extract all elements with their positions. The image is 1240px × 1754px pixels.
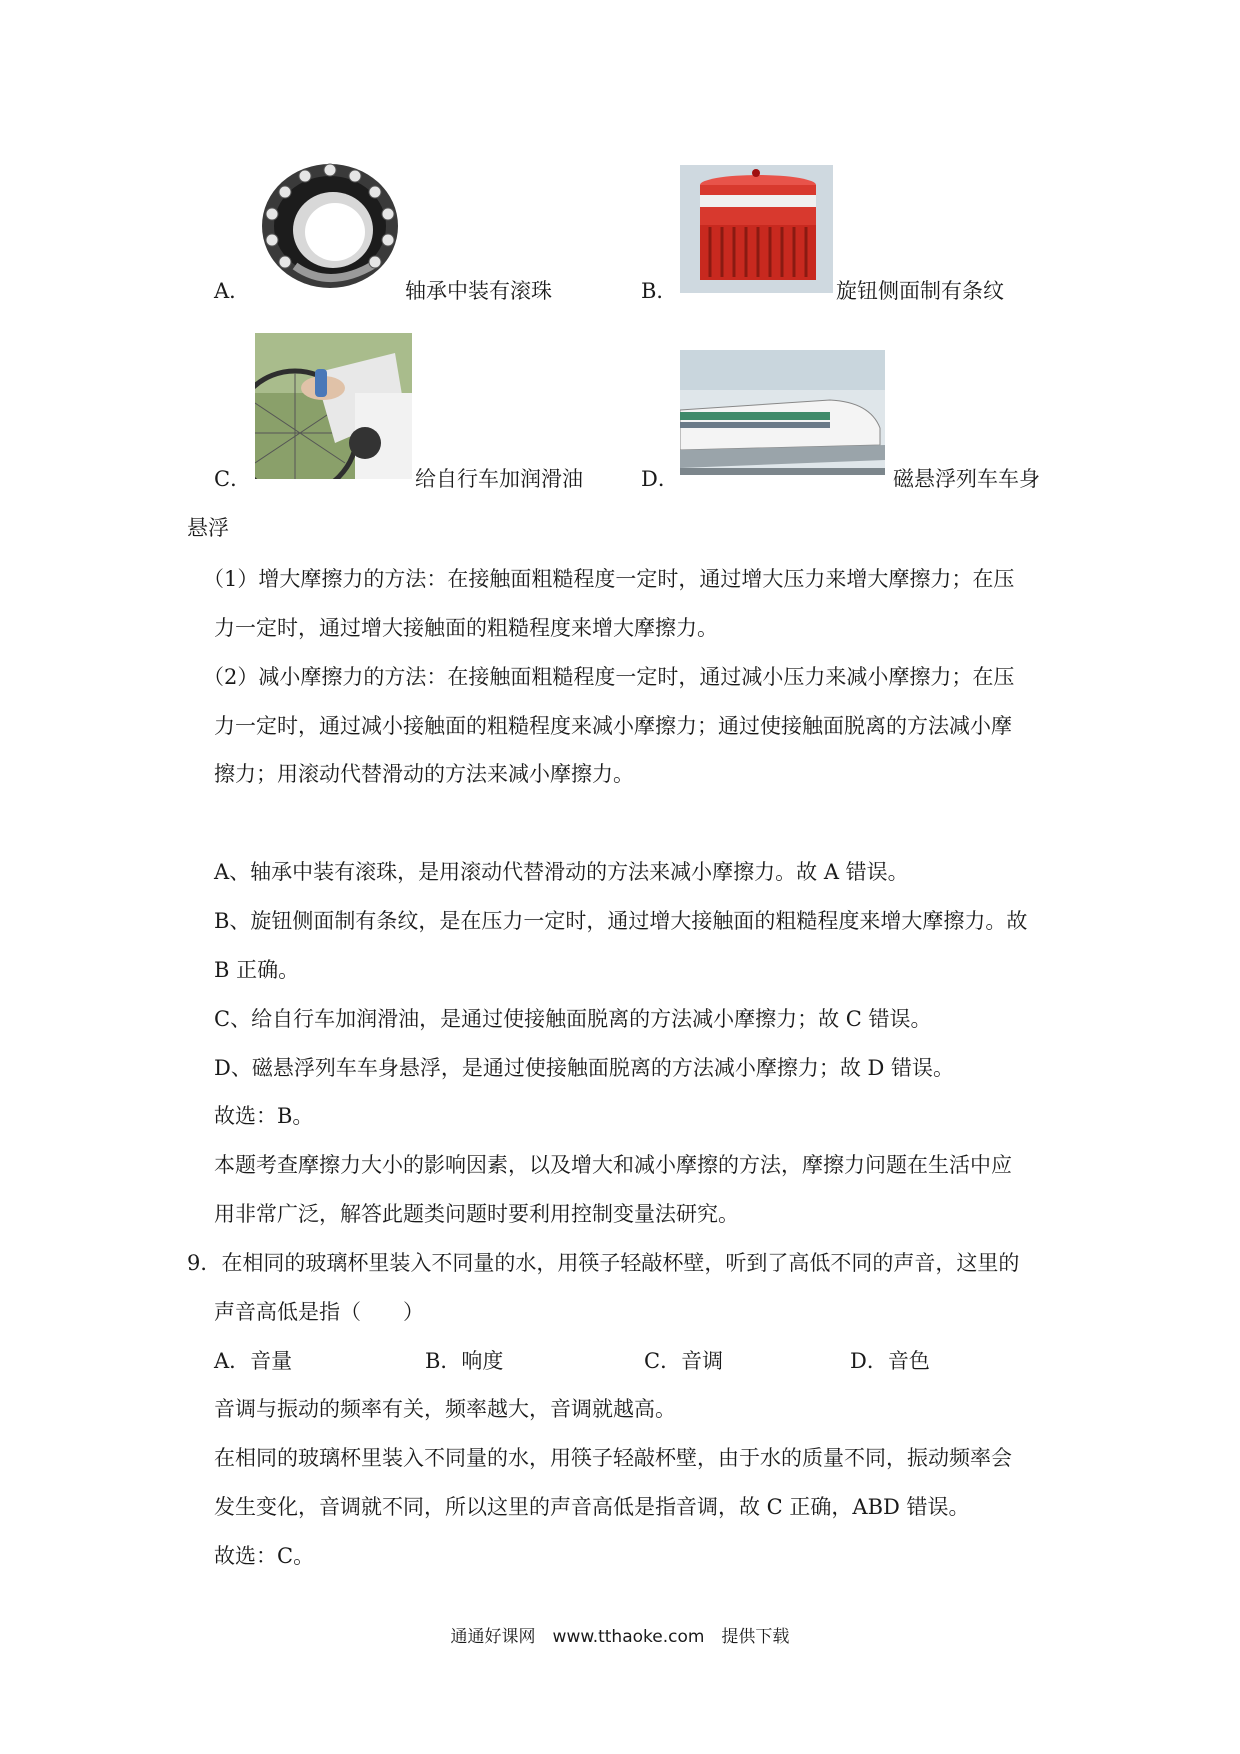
explanation-p1-line1: （1）增大摩擦力的方法：在接触面粗糙程度一定时，通过增大压力来增大摩擦力；在压: [203, 567, 1015, 591]
question9-answer: 故选：C。: [214, 1544, 315, 1568]
page-footer: 通通好课网 www.tthaoke.com 提供下载: [450, 1627, 790, 1647]
option-a-caption: 轴承中装有滚珠: [405, 279, 552, 303]
option-d-caption: 磁悬浮列车车身: [893, 467, 1040, 491]
option-b-caption: 旋钮侧面制有条纹: [836, 279, 1004, 303]
question9-explanation-2-line2: 发生变化，音调就不同，所以这里的声音高低是指音调，故 C 正确，ABD 错误。: [214, 1495, 970, 1519]
explanation-p1-line2: 力一定时，通过增大接触面的粗糙程度来增大摩擦力。: [214, 616, 718, 640]
analysis-summary-line1: 本题考查摩擦力大小的影响因素，以及增大和减小摩擦的方法，摩擦力问题在生活中应: [214, 1153, 1012, 1177]
question9-explanation-1: 音调与振动的频率有关，频率越大，音调就越高。: [214, 1397, 676, 1421]
bicycle-oiling-image: [255, 333, 412, 479]
analysis-a: A、轴承中装有滚珠，是用滚动代替滑动的方法来减小摩擦力。故 A 错误。: [214, 860, 909, 884]
option-d-letter: D．: [641, 467, 679, 491]
question9-option-a: A．音量: [214, 1349, 293, 1373]
option-b-letter: B．: [641, 279, 678, 303]
question9-option-b: B．响度: [425, 1349, 504, 1373]
option-c-letter: C．: [214, 467, 252, 491]
question9-line1: 9．在相同的玻璃杯里装入不同量的水，用筷子轻敲杯壁，听到了高低不同的声音，这里的: [187, 1251, 1020, 1275]
analysis-summary-line2: 用非常广泛，解答此题类问题时要利用控制变量法研究。: [214, 1202, 739, 1226]
explanation-p2-line1: （2）减小摩擦力的方法：在接触面粗糙程度一定时，通过减小压力来减小摩擦力；在压: [203, 665, 1015, 689]
question9-explanation-2-line1: 在相同的玻璃杯里装入不同量的水，用筷子轻敲杯壁，由于水的质量不同，振动频率会: [214, 1446, 1012, 1470]
option-a-letter: A．: [214, 279, 251, 303]
analysis-c: C、给自行车加润滑油，是通过使接触面脱离的方法减小摩擦力；故 C 错误。: [214, 1007, 932, 1031]
explanation-p2-line2: 力一定时，通过减小接触面的粗糙程度来减小摩擦力；通过使接触面脱离的方法减小摩: [214, 714, 1012, 738]
knob-image: [680, 165, 833, 293]
option-c-caption: 给自行车加润滑油: [415, 467, 583, 491]
explanation-p2-line3: 擦力；用滚动代替滑动的方法来减小摩擦力。: [214, 762, 634, 786]
analysis-b-line2: B 正确。: [214, 958, 300, 982]
ball-bearing-icon: [255, 156, 405, 296]
question9-option-d: D．音色: [850, 1349, 930, 1373]
bicycle-oiling-icon: [255, 333, 412, 479]
analysis-answer: 故选：B。: [214, 1104, 314, 1128]
knob-icon: [680, 165, 833, 293]
analysis-d: D、磁悬浮列车车身悬浮，是通过使接触面脱离的方法减小摩擦力；故 D 错误。: [214, 1056, 955, 1080]
question9-line2: 声音高低是指（ ）: [214, 1300, 424, 1324]
maglev-train-icon: [680, 350, 885, 475]
ball-bearing-image: [255, 156, 405, 296]
option-d-caption-wrap: 悬浮: [187, 516, 229, 540]
question9-option-c: C．音调: [644, 1349, 724, 1373]
analysis-b-line1: B、旋钮侧面制有条纹，是在压力一定时，通过增大接触面的粗糙程度来增大摩擦力。故: [214, 909, 1028, 933]
maglev-train-image: [680, 350, 885, 475]
